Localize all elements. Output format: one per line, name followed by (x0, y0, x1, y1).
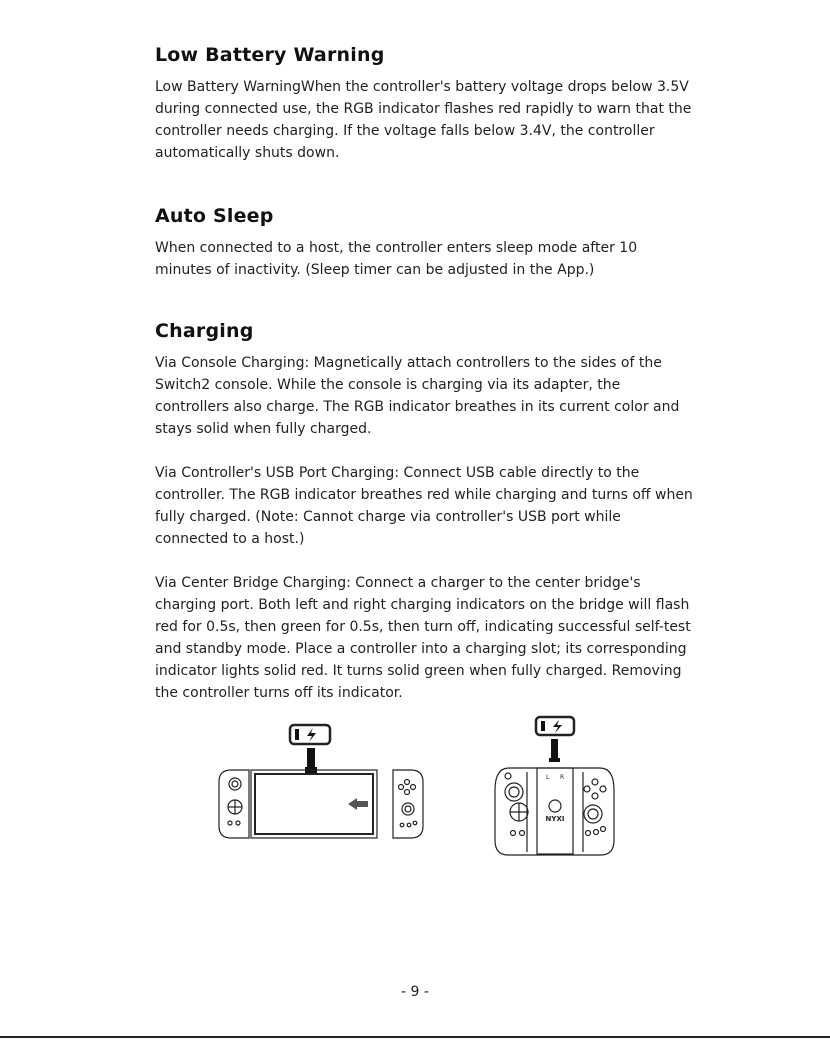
section-title: Charging (155, 320, 254, 342)
paragraph: Via Center Bridge Charging: Connect a charger to the center bridge's charging port. Both left and right charging indicators on the bridge will flash red for 0.5s, then green for 0.5s, then turn off, indicating successful self-test and standby mode. Place a controller into a charging slot; its corresponding indicator lights solid red. It turns solid green when fully charged. Removing the controller turns off its indicator. (155, 575, 691, 701)
section-charging (155, 320, 695, 704)
bridge-label-left: L (546, 774, 550, 781)
charging-figure-svg (205, 712, 645, 862)
section-low-battery (155, 44, 695, 164)
paragraph: When connected to a host, the controller enters sleep mode after 10 minutes of inactivity. (Sleep timer can be adjusted in the App.) (155, 240, 638, 278)
bridge-brand: NYXI (545, 815, 565, 823)
paragraph: Via Console Charging: Magnetically attach controllers to the sides of the Switch2 console. While the console is charging via its adapter, the controllers also charge. The RGB indicator breathes in its current color and stays solid when fully charged. (155, 355, 680, 437)
page-number: - 9 - (401, 984, 429, 1000)
console-illustration (219, 725, 423, 838)
document-body (155, 44, 695, 704)
section-title: Low Battery Warning (155, 44, 385, 66)
paragraph: Via Controller's USB Port Charging: Connect USB cable directly to the controller. The RGB indicator breathes red while charging and turns off when fully charged. (Note: Cannot charge via controller's USB port while connected to a host.) (155, 465, 693, 547)
battery-charging-icon (290, 725, 330, 744)
arrow-left-icon (348, 798, 368, 810)
bridge-label-right: R (560, 774, 565, 781)
section-auto-sleep (155, 205, 695, 281)
charging-illustration (205, 712, 645, 862)
bridge-illustration (495, 717, 614, 855)
bottom-rule (0, 1036, 830, 1038)
paragraph: Low Battery WarningWhen the controller's battery voltage drops below 3.5V during connected use, the RGB indicator flashes red rapidly to warn that the controller needs charging. If the voltage falls below 3.4V, the controller automatically shuts down. (155, 79, 692, 161)
section-title: Auto Sleep (155, 205, 274, 227)
battery-charging-icon (536, 717, 574, 735)
